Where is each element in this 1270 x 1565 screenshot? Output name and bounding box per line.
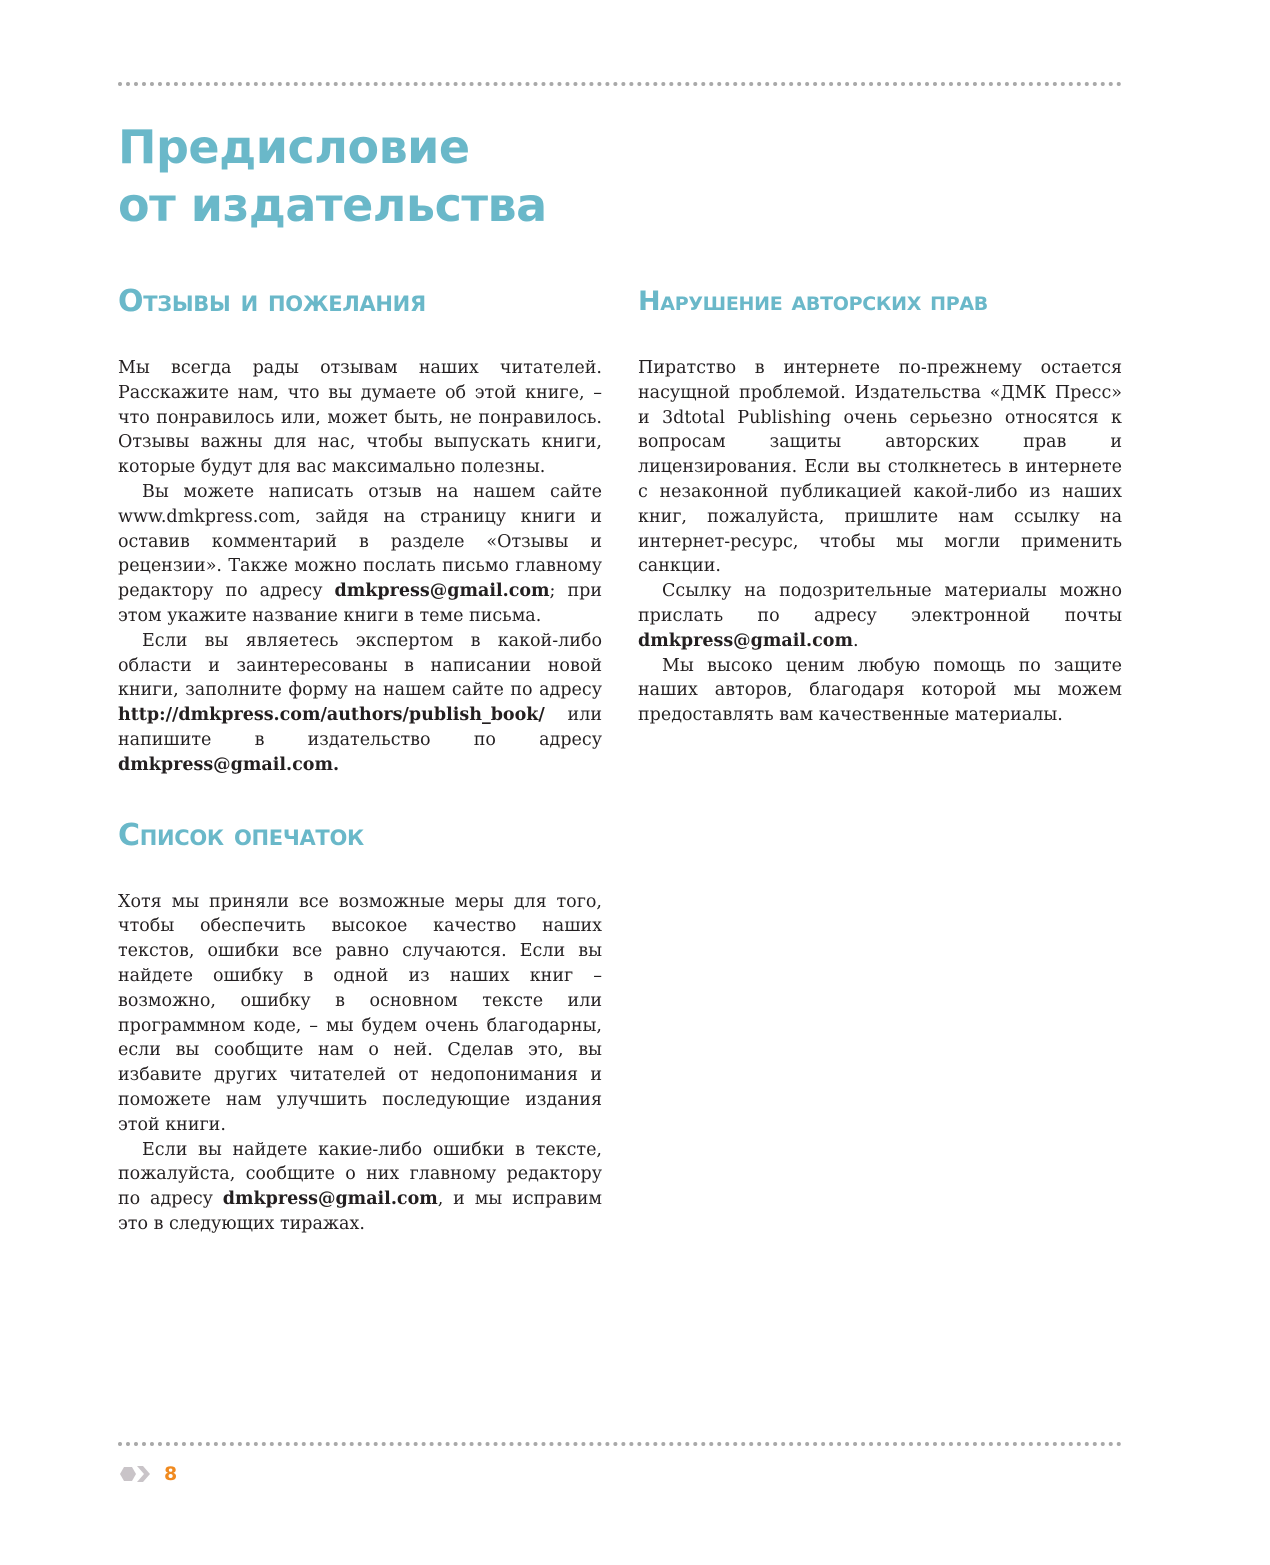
page-title-line-1: Предисловие [118,120,470,174]
errata-paragraph-1: Хотя мы приняли все возможные меры для того, чтобы обеспечить высокое качество наших текстов, ошибки все равно случаются. Если вы найдете ошибку в одной из наших книг – возможно, ошибку в основном тексте или программном коде, – мы будем очень благодарны, если вы сообщите нам о ней. Сделав это, вы избавите других читателей от недопонимания и поможете нам улучшить последующие издания этой книги. [118,891,602,1135]
piracy-paragraph-3: Мы высоко ценим любую помощь по защите наших авторов, благодаря которой мы можем предоставлять вам качественные материалы. [638,655,1122,726]
feedback-paragraph-2: Вы можете написать отзыв на нашем сайте www.dmkpress.com, зайдя на страницу книги и оставив комментарий в разделе «Отзывы и рецензии». Также можно послать письмо главному редактору по адресу dmkpress@gmail.com; при этом укажите название книги в теме письма. [118,481,602,626]
feedback-paragraph-3: Если вы являетесь экспертом в какой-либо области и заинтересованы в написании новой книги, заполните форму на нашем сайте по адресу http://dmkpress.com/authors/publish_book/ или напишите в издательство по адресу dmkpress@gmail.com. [118,630,602,775]
chevron-hexagon-icon [118,1460,154,1488]
piracy-body [638,356,1122,728]
top-dotted-rule [118,82,1122,86]
errata-paragraph-2: Если вы найдете какие-либо ошибки в тексте, пожалуйста, сообщите о них главному редактору по адресу dmkpress@gmail.com, и мы исправим это в следующих тиражах. [118,1139,602,1234]
right-column [638,280,1122,728]
publish-book-url-link[interactable]: http://dmkpress.com/authors/publish_book/ [118,705,545,726]
piracy-paragraph-1: Пиратство в интернете по-прежнему остается насущной проблемой. Издательства «ДМК Пресс» и 3dtotal Publishing очень серьезно относятся к вопросам защиты авторских прав и лицензирования. Если вы столкнетесь в интернете с незаконной публикацией какой-либо из наших книг, пожалуйста, пришлите нам ссылку на интернет-ресурс, чтобы мы могли применить санкции. [638,358,1122,577]
piracy-section [638,280,1122,728]
bottom-dotted-rule [118,1442,1122,1446]
page-title-line-2: от издательства [118,178,547,232]
feedback-section [118,280,602,778]
page-number: 8 [164,1463,178,1485]
errata-section [118,814,602,1237]
piracy-email-link[interactable]: dmkpress@gmail.com [638,630,853,651]
errata-heading: Список опечаток [118,817,364,853]
feedback-body [118,356,602,778]
feedback-email-link-2[interactable]: dmkpress@gmail.com. [118,754,340,775]
page-footer [118,1460,177,1488]
piracy-paragraph-2: Ссылку на подозрительные материалы можно прислать по адресу электронной почты dmkpress@gmail.com. [638,581,1122,651]
piracy-heading: Нарушение авторских прав [638,286,988,317]
feedback-email-link[interactable]: dmkpress@gmail.com [334,581,550,602]
feedback-heading: Отзывы и пожелания [118,284,426,319]
left-column [118,280,602,1237]
feedback-paragraph-1: Мы всегда рады отзывам наших читателей. Расскажите нам, что вы думаете об этой книге, – что понравилось или, может быть, не понравилось. Отзывы важны для нас, чтобы выпускать книги, которые будут для вас максимально полезны. [118,358,602,478]
errata-body [118,890,602,1237]
errata-email-link[interactable]: dmkpress@gmail.com [222,1189,438,1210]
page-title [118,118,547,234]
